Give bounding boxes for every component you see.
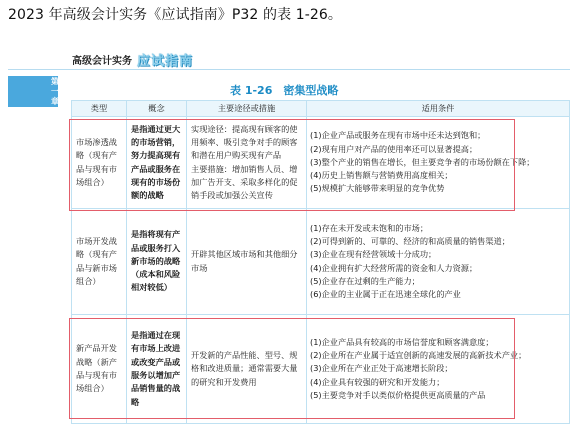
condition-item: (2)企业所在产业属于适宜创新的高速发展的高新技术产业； <box>310 350 527 361</box>
chapter-tab-char: 一 <box>51 86 59 96</box>
condition-item: (2)现有用户对产品的使用率还可以显著提高； <box>310 143 478 154</box>
cell-concept: 是指通过更大的市场营销，努力提高现有产品或服务在现有的市场份额的战略 <box>127 117 187 209</box>
cell-measures: 开发新的产品性能、型号、规格和改进质量；通常需要大量的研究和开发费用 <box>187 315 307 424</box>
cell-measures: 实现途径：提高现有顾客的使用频率、吸引竞争对手的顾客和潜在用户购买现有产品 主要措施：增加销售人员、增加广告开支、采取多样化的促销手段或加强公关宣传 <box>187 117 307 209</box>
condition-item: (1)存在未开发或未饱和的市场； <box>310 222 429 233</box>
condition-item: (6)企业的主业属于正在迅速全球化的产业 <box>310 289 461 300</box>
condition-item: (5)主要竞争对手以类似价格提供更高质量的产品 <box>310 389 486 400</box>
header-divider <box>8 69 570 70</box>
cell-conditions <box>307 315 570 424</box>
cell-type: 新产品开发战略（新产品与现有市场组合） <box>72 315 127 424</box>
cell-concept: 是指将现有产品或服务打入新市场的战略（成本和风险相对较低） <box>127 209 187 315</box>
book-header <box>72 50 193 69</box>
table-title: 表 1-26 密集型战略 <box>230 84 339 97</box>
condition-item: (4)企业拥有扩大经营所需的资金和人力资源； <box>310 262 478 273</box>
condition-item: (1)企业产品具有较高的市场信誉度和顾客满意度； <box>310 336 494 347</box>
condition-item: (4)企业具有较强的研究和开发能力； <box>310 376 445 387</box>
column-header-concept: 概念 <box>127 101 187 117</box>
screenshot-caption: 2023 年高级会计实务《应试指南》P32 的表 1-26。 <box>8 7 343 23</box>
condition-item: (2)可得到新的、可靠的、经济的和高质量的销售渠道； <box>310 235 510 246</box>
condition-item: (3)企业所在产业正处于高速增长阶段； <box>310 363 453 374</box>
condition-item: (4)历史上销售额与营销费用高度相关； <box>310 170 453 181</box>
condition-item: (1)企业产品或服务在现有市场中还未达到饱和； <box>310 130 486 141</box>
condition-item: (3)整个产业的销售在增长，但主要竞争者的市场份额在下降； <box>310 156 535 167</box>
cell-type: 市场渗透战略（现有产品与现有市场组合） <box>72 117 127 209</box>
table-row <box>72 209 570 315</box>
chapter-tab-char: 章 <box>51 96 59 106</box>
condition-item: (5)规模扩大能够带来明显的竞争优势 <box>310 183 445 194</box>
condition-item: (3)企业在现有经营领域十分成功； <box>310 249 437 260</box>
column-header-measures: 主要途径或措施 <box>187 101 307 117</box>
book-name: 高级会计实务 <box>72 56 132 67</box>
column-header-conditions: 适用条件 <box>307 101 570 117</box>
cell-measures: 开辟其他区域市场和其他细分市场 <box>187 209 307 315</box>
guide-logo: 应试指南 <box>137 54 194 69</box>
condition-item: (5)企业存在过剩的生产能力； <box>310 275 420 286</box>
cell-conditions <box>307 117 570 209</box>
table-row <box>72 117 570 209</box>
cell-type: 市场开发战略（现有产品与新市场组合） <box>72 209 127 315</box>
table-header-row <box>72 101 570 117</box>
cell-conditions <box>307 209 570 315</box>
cell-concept: 是指通过在现有市场上改进或改变产品或服务以增加产品销售量的战略 <box>127 315 187 424</box>
chapter-tab-char: 第 <box>51 76 59 86</box>
chapter-tab <box>8 76 58 107</box>
table-row <box>72 315 570 424</box>
strategy-table <box>71 100 570 424</box>
column-header-type: 类型 <box>72 101 127 117</box>
